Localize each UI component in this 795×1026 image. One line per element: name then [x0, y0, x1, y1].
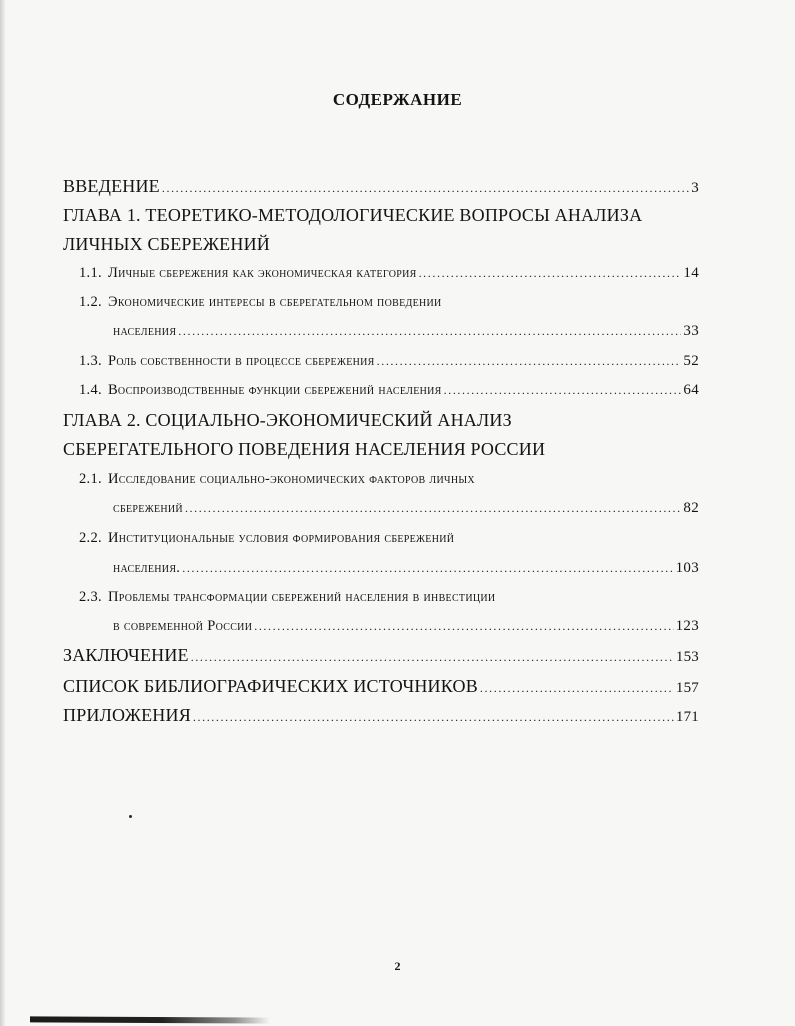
toc-section-1-1 — [79, 265, 699, 282]
toc-page-number: 123 — [675, 618, 699, 634]
toc-section-title-line2: в современной России — [113, 618, 253, 634]
leader-dots — [193, 710, 674, 725]
toc-section-2-2-continued — [113, 560, 699, 577]
toc-section-title-line2: сбережений — [113, 500, 183, 516]
leader-dots — [377, 354, 682, 369]
page-number: 2 — [394, 959, 401, 973]
toc-page-number: 82 — [683, 500, 699, 516]
toc-entry-title: ПРИЛОЖЕНИЯ — [63, 705, 191, 725]
leader-dots — [191, 650, 674, 665]
toc-section-title: Личные сбережения как экономическая категория — [107, 265, 417, 281]
toc-section-2-1 — [79, 471, 699, 488]
toc-section-number: 2.3. — [79, 589, 102, 605]
leader-dots — [162, 181, 689, 196]
toc-section-number: 2.1. — [79, 471, 102, 487]
toc-page-number: 157 — [675, 680, 699, 696]
toc-page-number: 171 — [675, 709, 699, 725]
toc-chapter-title: ГЛАВА 1. ТЕОРЕТИКО-МЕТОДОЛОГИЧЕСКИЕ ВОПРОСЫ АНАЛИЗА — [63, 205, 643, 225]
scan-shadow-edge — [0, 0, 6, 1026]
toc-entry-introduction — [63, 176, 699, 197]
toc-entry-title: ВВЕДЕНИЕ — [63, 176, 160, 196]
toc-section-title-line2: населения. — [113, 560, 181, 576]
toc-section-title: Воспроизводственные функции сбережений населения — [107, 382, 442, 398]
toc-entry-title: ЗАКЛЮЧЕНИЕ — [63, 645, 189, 665]
toc-section-title-line2: населения — [113, 323, 177, 339]
toc-section-number: 2.2. — [79, 530, 102, 546]
toc-page-number: 3 — [691, 180, 699, 196]
toc-chapter-title-line2: СБЕРЕГАТЕЛЬНОГО ПОВЕДЕНИЯ НАСЕЛЕНИЯ РОССИИ — [63, 439, 546, 459]
toc-chapter-title-line2: ЛИЧНЫХ СБЕРЕЖЕНИЙ — [63, 234, 270, 254]
leader-dots — [444, 383, 682, 398]
toc-chapter-1-continued — [63, 234, 699, 255]
toc-section-title: Институциональные условия формирования сбережений — [107, 530, 455, 546]
toc-section-1-4 — [79, 382, 699, 399]
toc-page-number: 14 — [683, 265, 699, 281]
toc-section-number: 1.4. — [79, 382, 102, 398]
leader-dots — [254, 619, 673, 634]
toc-section-number: 1.3. — [79, 353, 102, 369]
toc-entry-bibliography — [63, 676, 699, 697]
leader-dots — [182, 561, 673, 576]
toc-page-number: 103 — [675, 560, 699, 576]
toc-chapter-1 — [63, 205, 699, 226]
toc-section-number: 1.2. — [79, 294, 102, 310]
scan-artifact-bar — [30, 1016, 270, 1023]
toc-entry-conclusion — [63, 645, 699, 666]
scan-speck — [129, 815, 132, 818]
leader-dots — [419, 266, 682, 281]
toc-page-number: 64 — [683, 382, 699, 398]
toc-chapter-2-continued — [63, 439, 699, 460]
toc-section-2-1-continued — [113, 500, 699, 517]
toc-section-number: 1.1. — [79, 265, 102, 281]
toc-section-title: Экономические интересы в сберегательном поведении — [107, 294, 442, 310]
toc-section-2-2 — [79, 530, 699, 547]
leader-dots — [178, 324, 681, 339]
toc-section-1-3 — [79, 353, 699, 370]
toc-entry-title: СПИСОК БИБЛИОГРАФИЧЕСКИХ ИСТОЧНИКОВ — [63, 676, 478, 696]
toc-page-number: 33 — [683, 323, 699, 339]
toc-section-title: Исследование социально-экономических факторов личных — [107, 471, 475, 487]
toc-section-title: Роль собственности в процессе сбережения — [107, 353, 375, 369]
toc-page-number: 52 — [683, 353, 699, 369]
toc-section-1-2 — [79, 294, 699, 311]
leader-dots — [480, 681, 674, 696]
toc-chapter-title: ГЛАВА 2. СОЦИАЛЬНО-ЭКОНОМИЧЕСКИЙ АНАЛИЗ — [63, 410, 512, 430]
toc-section-2-3 — [79, 589, 699, 606]
page-title: СОДЕРЖАНИЕ — [332, 90, 463, 109]
toc-chapter-2 — [63, 410, 699, 431]
toc-section-1-2-continued — [113, 323, 699, 340]
leader-dots — [185, 501, 681, 516]
toc-entry-appendices — [63, 705, 699, 726]
toc-page-number: 153 — [675, 649, 699, 665]
toc-section-2-3-continued — [113, 618, 699, 635]
toc-section-title: Проблемы трансформации сбережений населения в инвестиции — [107, 589, 496, 605]
